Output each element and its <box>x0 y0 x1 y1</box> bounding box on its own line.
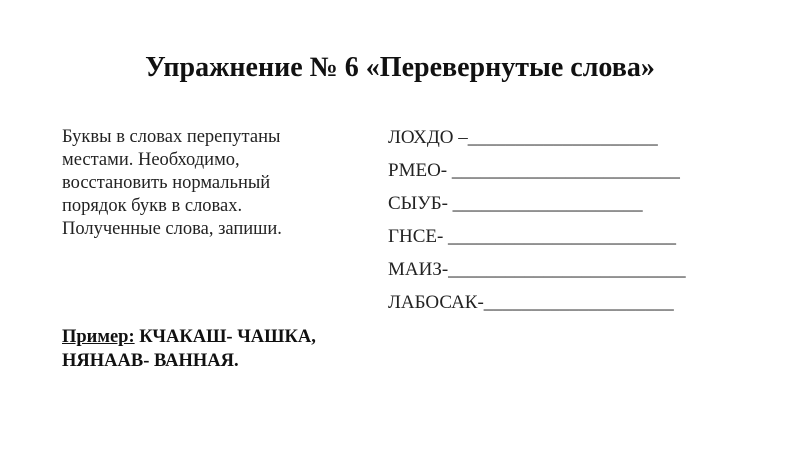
instruction-line: местами. Необходимо, <box>62 150 240 170</box>
example-label: Пример: <box>62 327 135 347</box>
example-line-2: НЯНААВ- ВАННАЯ. <box>62 351 239 371</box>
instructions-text <box>62 126 362 241</box>
scrambled-word-row: ГНСЕ- ________________________ <box>388 226 677 247</box>
scrambled-word-row: МАИЗ-_________________________ <box>388 259 686 280</box>
slide-title: Упражнение № 6 «Перевернутые слова» <box>145 52 655 83</box>
example-block <box>62 325 402 373</box>
scrambled-word-row: РМЕО- ________________________ <box>388 160 680 181</box>
instruction-line: Буквы в словах перепутаны <box>62 127 281 147</box>
instruction-line: Полученные слова, запиши. <box>62 219 282 239</box>
scrambled-word-row: СЫУБ- ____________________ <box>388 193 643 214</box>
example-text-1: КЧАКАШ- ЧАШКА, <box>134 327 316 347</box>
scrambled-word-row: ЛАБОСАК-____________________ <box>388 292 674 313</box>
scrambled-word-row: ЛОХДО –____________________ <box>388 127 658 148</box>
instruction-line: восстановить нормальный <box>62 173 271 193</box>
example-line-1 <box>62 325 402 349</box>
scrambled-words-list <box>388 125 768 323</box>
instruction-line: порядок букв в словах. <box>62 196 243 216</box>
